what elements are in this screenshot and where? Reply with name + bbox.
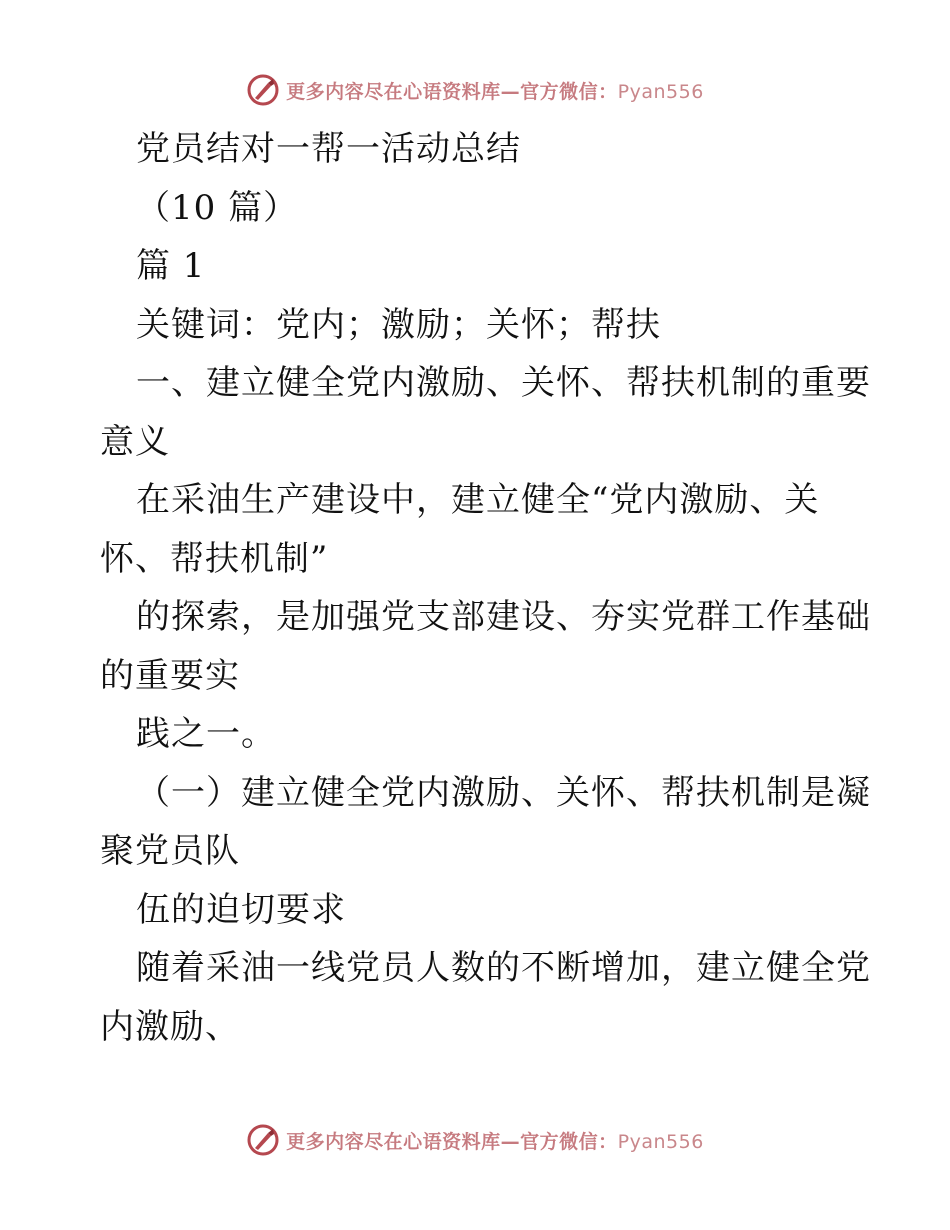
footer-watermark-banner [0,1120,950,1160]
heading-line-continued: 意义 [100,421,170,462]
banner-wechat-id: Pyan556 [617,80,704,103]
document-subtitle: （10 篇） [136,187,299,228]
document-title: 党员结对一帮一活动总结 [136,129,521,169]
document-body [100,120,871,1056]
paragraph-line: 随着采油一线党员人数的不断增加，建立健全党 [136,948,871,988]
pen-circle-logo-icon [246,73,280,107]
subheading-line-continued: 伍的迫切要求 [136,889,346,930]
paragraph-line: 的探索，是加强党支部建设、夯实党群工作基础 [136,597,871,637]
paragraph-line: 践之一。 [136,714,276,754]
subheading-line-continued: 聚党员队 [100,831,240,871]
paragraph-line: 内激励、 [100,1006,240,1047]
paragraph-line: 怀、帮扶机制” [100,538,329,579]
subheading-line: （一）建立健全党内激励、关怀、帮扶机制是凝 [136,772,871,813]
heading-line: 一、建立健全党内激励、关怀、帮扶机制的重要 [136,363,871,403]
paragraph-line: 在采油生产建设中，建立健全“党内激励、关 [136,480,820,520]
section-heading: 篇 1 [136,246,206,286]
banner-site-text: 更多内容尽在心语资料库—官方微信： [286,80,618,103]
banner-site-text: 更多内容尽在心语资料库—官方微信： [286,1130,618,1153]
paragraph-line: 的重要实 [100,655,240,696]
keywords-line: 关键词：党内；激励；关怀；帮扶 [136,304,661,345]
header-watermark-banner [0,70,950,110]
banner-wechat-id: Pyan556 [617,1130,704,1153]
pen-circle-logo-icon [246,1123,280,1157]
